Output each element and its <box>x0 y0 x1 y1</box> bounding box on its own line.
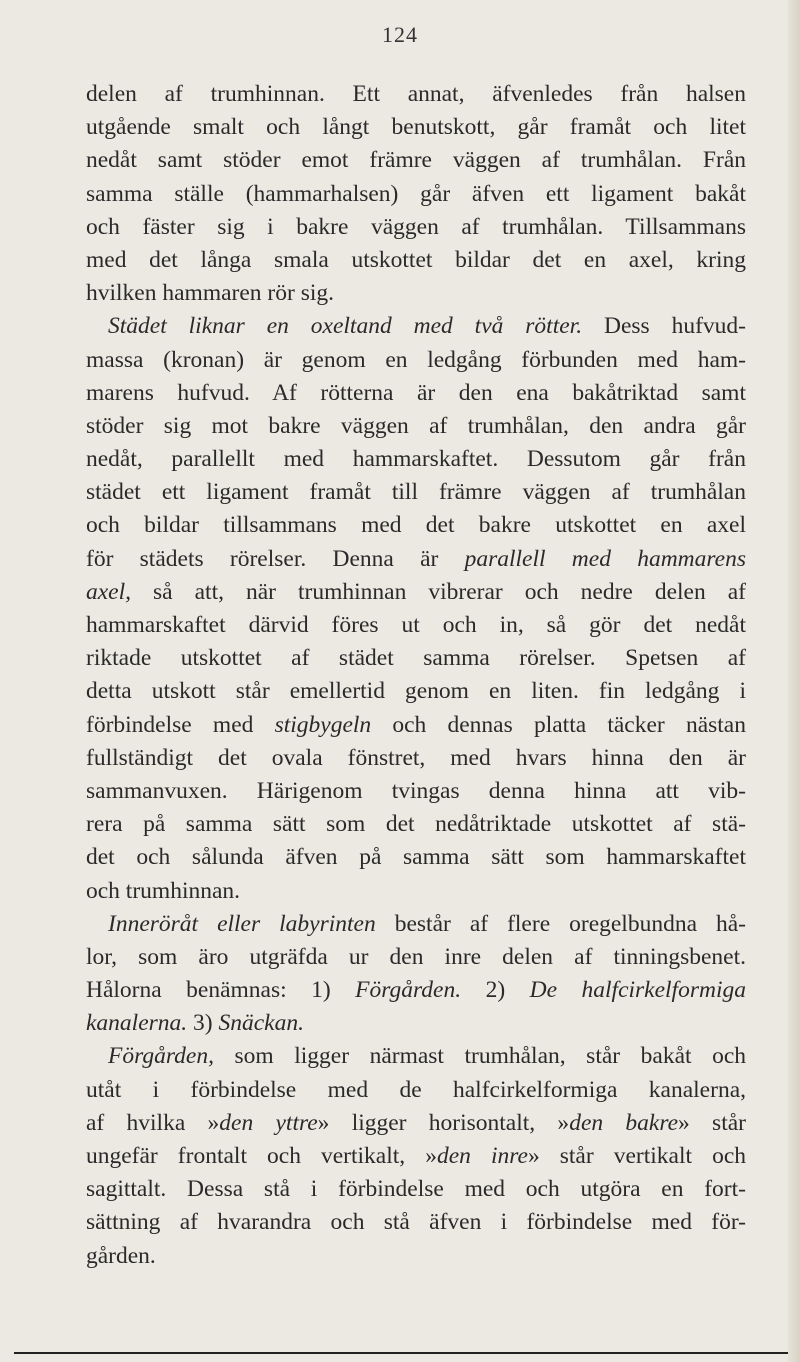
text-line <box>86 277 746 310</box>
text-segment: detta utskott står emellertid genom en liten. fin ledgång i <box>86 678 746 705</box>
text-segment: så att, när trumhinnan vibrerar och nedre delen af <box>131 578 746 605</box>
text-segment: hvilken hammaren rör sig. <box>86 280 334 307</box>
text-line <box>86 742 746 775</box>
text-line <box>86 1240 746 1273</box>
text-segment: och bildar tillsammans med det bakre utskottet en axel <box>86 512 746 539</box>
text-line <box>86 576 746 609</box>
text-segment: och fäster sig i bakre väggen af trumhålan. Tillsammans <box>86 213 746 240</box>
text-segment: förbindelse med <box>86 711 275 738</box>
text-segment: sättning af hvarandra och stå äfven i förbindelse med för- <box>86 1209 746 1236</box>
text-line <box>86 1007 746 1040</box>
text-line <box>86 642 746 675</box>
text-line <box>86 1107 746 1140</box>
text-line <box>86 841 746 874</box>
italic-text: stigbygeln <box>274 711 372 738</box>
text-line <box>86 111 746 144</box>
text-line <box>86 1140 746 1173</box>
text-segment: sagittalt. Dessa stå i förbindelse med och utgöra en fort- <box>86 1176 746 1203</box>
text-line <box>86 908 746 941</box>
italic-text: Snäckan. <box>218 1010 304 1037</box>
text-segment: riktade utskottet af städet samma rörelser. Spetsen af <box>86 645 746 672</box>
italic-text: Förgården, <box>108 1043 214 1070</box>
text-line <box>86 1040 746 1073</box>
text-segment: af hvilka » <box>86 1109 220 1136</box>
text-segment: » ligger horisontalt, » <box>317 1109 570 1136</box>
text-line <box>86 941 746 974</box>
text-line <box>86 443 746 476</box>
text-line <box>86 709 746 742</box>
bottom-rule <box>14 1352 788 1354</box>
italic-text: axel, <box>86 578 132 605</box>
text-line <box>86 775 746 808</box>
text-line <box>86 808 746 841</box>
text-segment: samma ställe (hammarhalsen) går äfven ett ligament bakåt <box>86 180 746 207</box>
page-number: 124 <box>382 22 418 47</box>
text-segment: består af flere oregelbundna hå- <box>375 910 747 937</box>
text-line <box>86 78 746 111</box>
page-edge <box>788 0 800 1362</box>
italic-text: Förgården. <box>355 977 462 1004</box>
text-segment: Dess hufvud- <box>582 313 747 340</box>
text-segment: med det långa smala utskottet bildar det en axel, kring <box>86 246 746 273</box>
text-line <box>86 144 746 177</box>
text-segment: som ligger närmast trumhålan, står bakåt och <box>213 1043 746 1070</box>
text-segment: utgående smalt och långt benutskott, går framåt och litet <box>86 114 746 141</box>
italic-text: De halfcirkelformiga <box>529 977 746 1004</box>
italic-text: den bakre <box>569 1109 679 1136</box>
italic-text: Inneröråt eller labyrinten <box>108 910 376 937</box>
text-segment: rera på samma sätt som det nedåtriktade utskottet af stä- <box>86 811 746 838</box>
italic-text: Städet liknar en oxeltand med två rötter. <box>108 313 583 340</box>
text-segment: nedåt, parallellt med hammarskaftet. Dessutom går från <box>86 446 746 473</box>
text-line <box>86 377 746 410</box>
italic-text: den yttre <box>219 1109 318 1136</box>
text-segment: nedåt samt stöder emot främre väggen af trumhålan. Från <box>86 147 746 174</box>
text-segment: Hålorna benämnas: 1) <box>86 977 356 1004</box>
text-line <box>86 211 746 244</box>
text-segment: stöder sig mot bakre väggen af trumhålan, den andra går <box>86 412 746 439</box>
text-segment: 3) <box>187 1010 219 1037</box>
text-segment: det och sålunda äfven på samma sätt som hammarskaftet <box>86 844 746 871</box>
text-segment: gården. <box>86 1242 156 1269</box>
text-segment: massa (kronan) är genom en ledgång förbunden med ham- <box>86 346 746 373</box>
text-segment: och trumhinnan. <box>86 877 241 904</box>
text-line <box>86 974 746 1007</box>
text-line <box>86 675 746 708</box>
text-segment: » står vertikalt och <box>527 1143 747 1169</box>
text-segment: » står <box>678 1109 746 1136</box>
text-segment: och dennas platta täcker nästan <box>371 711 746 738</box>
text-segment: lor, som äro utgräfda ur den inre delen af tinningsbenet. <box>86 943 746 970</box>
italic-text: den inre <box>436 1143 528 1169</box>
text-line <box>86 543 746 576</box>
text-line <box>86 410 746 443</box>
text-segment: städet ett ligament framåt till främre väggen af trumhålan <box>86 479 746 506</box>
text-segment: ungefär frontalt och vertikalt, » <box>86 1143 437 1169</box>
text-segment: hammarskaftet därvid föres ut och in, så gör det nedåt <box>86 612 746 638</box>
text-segment: utåt i förbindelse med de halfcirkelformiga kanalerna, <box>86 1076 746 1103</box>
text-line <box>86 1206 746 1239</box>
text-line <box>86 476 746 509</box>
text-segment: 2) <box>461 977 530 1004</box>
text-segment: delen af trumhinnan. Ett annat, äfvenledes från halsen <box>86 81 746 107</box>
text-line <box>86 609 746 642</box>
text-line <box>86 244 746 277</box>
text-line <box>86 875 746 908</box>
text-segment: fullständigt det ovala fönstret, med hvars hinna den är <box>86 744 746 771</box>
text-line <box>86 344 746 377</box>
italic-text: parallell med hammarens <box>464 545 746 572</box>
text-segment: för städets rörelser. Denna är <box>86 545 465 572</box>
body-text <box>86 78 746 1273</box>
text-segment: sammanvuxen. Härigenom tvingas denna hinna att vib- <box>86 777 746 804</box>
text-line <box>86 509 746 542</box>
italic-text: kanalerna. <box>86 1010 188 1037</box>
text-line <box>86 1173 746 1206</box>
text-line <box>86 310 746 343</box>
text-line <box>86 178 746 211</box>
text-segment: marens hufvud. Af rötterna är den ena bakåtriktad samt <box>86 379 746 406</box>
text-line <box>86 1074 746 1107</box>
